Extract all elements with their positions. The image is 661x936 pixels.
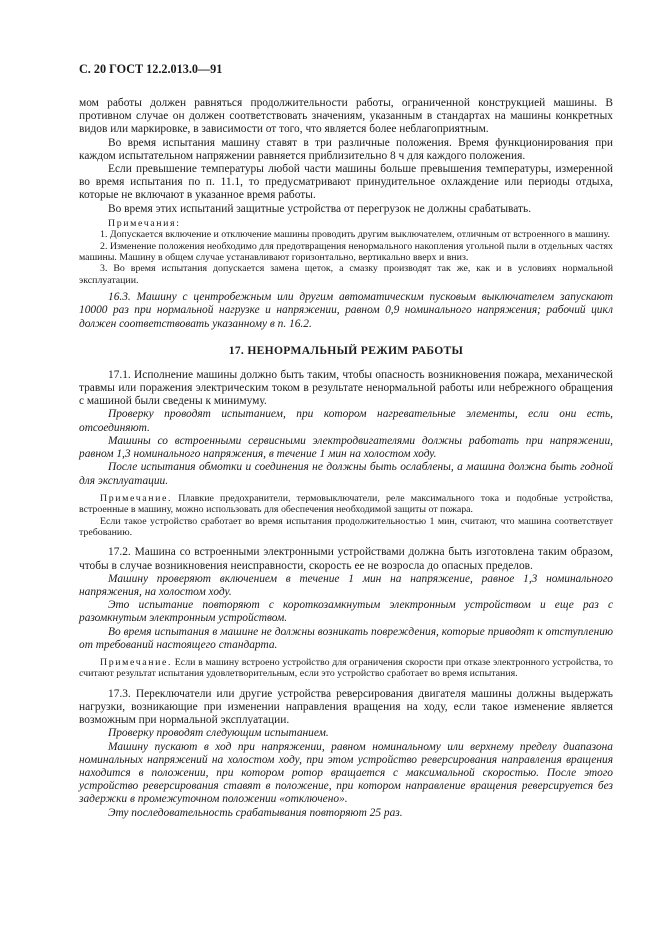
note-text: Если в машину встроено устройство для ограничения скорости при отказе электронного устройства, то считают результат испытания удовлетворительным, если это устройство сработает во время испытания. — [79, 656, 613, 680]
clause-17-2: 17.2. Машина со встроенными электронными устройствами должна быть изготовлена таким образом, чтобы в случае возникновения неисправности, скорость ее не возросла до опасных пределов. — [79, 546, 613, 572]
note-block — [79, 493, 613, 516]
note-item: 2. Изменение положения необходимо для предотвращения ненормального накопления угольной пыли в отдельных частях машины. Машину в общем случае устанавливают горизонтально, вертикально вверх и вниз. — [79, 240, 613, 264]
clause-16-3: 16.3. Машину с центробежным или другим автоматическим пусковым выключателем запускают 10000 раз при нормальной нагрузке и напряжении, равном 0,9 номинального напряжения; рабочий цикл должен соответствовать указанному в п. 16.2. — [79, 291, 613, 330]
note-block — [79, 657, 613, 680]
note-label: Примечание. — [100, 492, 173, 504]
paragraph: Во время испытания машину ставят в три различные положения. Время функционирования при каждом испытательном напряжении равняется приблизительно 8 ч для каждого положения. — [79, 136, 613, 162]
page-header: С. 20 ГОСТ 12.2.013.0—91 — [79, 62, 223, 76]
notes-heading: Примечания: — [108, 217, 181, 229]
clause-17-1: 17.1. Исполнение машины должно быть таким, чтобы опасность возникновения пожара, механической травмы или поражения электрическим током в результате ненормальной работы или небрежного обращения с машиной были сведены к минимуму. — [79, 368, 613, 408]
clause-17-3: 17.3. Переключатели или другие устройства реверсирования двигателя машины должны выдержать нагрузки, возникающие при изменении направления вращения на ходу, если такое изменение является возможным при нормальной эксплуатации. — [79, 687, 613, 727]
note-label: Примечание. — [100, 656, 173, 668]
paragraph: Машины со встроенными сервисными электродвигателями должны работать при напряжении, равном 1,3 номинального напряжения, в течение 1 мин на холостом ходу. — [79, 434, 613, 461]
paragraph: Машину проверяют включением в течение 1 мин на напряжение, равное 1,3 номинального напряжения, на холостом ходу. — [79, 572, 613, 598]
note-text: Плавкие предохранители, термовыключатели, реле максимального тока и подобные устройства, встроенные в машину, можно использовать для обеспечения необходимой защиты от пожара. — [79, 492, 613, 516]
paragraph: Во время этих испытаний защитные устройства от перегрузок не должны срабатывать. — [108, 202, 532, 215]
paragraph: Машину пускают в ход при напряжении, равном номинальному или верхнему пределу диапазона номинальных напряжений на холостом ходу, при этом устройство реверсирования направления вращения находится в положении, при котором ротор вращается с максимальной скоростью. После этого устройство реверсирования ставят в положение, при котором направление вращения реверсируется без задержки в промежуточном положении «отключено». — [79, 740, 613, 806]
paragraph: Во время испытания в машине не должны возникать повреждения, которые приводят к отступлению от требований настоящего стандарта. — [79, 625, 613, 651]
note-item: 3. Во время испытания допускается замена щеток, а смазку производят так же, как и в условиях нормальной эксплуатации. — [79, 263, 613, 286]
paragraph: После испытания обмотки и соединения не должны быть ослаблены, а машина должна быть годной для эксплуатации. — [79, 461, 613, 487]
paragraph: Это испытание повторяют с короткозамкнутым электронным устройством и еще раз с разомкнутым электронным устройством. — [79, 599, 613, 625]
paragraph: мом работы должен равняться продолжительности работы, ограниченной конструкцией машины. В противном случае он должен соответствовать значениям, указанным в стандартах на машины конкретных видов или маркировке, в зависимости от того, что является более неблагоприятным. — [79, 97, 613, 136]
paragraph: Проверку проводят следующим испытанием. — [108, 727, 329, 740]
paragraph: Если превышение температуры любой части машины больше превышения температуры, измеренной во время испытания по п. 11.1, то предусматривают принудительное охлаждение или периоды отдыха, которые не включают в указанное время работы. — [79, 163, 613, 202]
note-item: 1. Допускается включение и отключение машины проводить другим выключателем, отличным от встроенного в машину. — [100, 229, 610, 241]
section-title: 17. НЕНОРМАЛЬНЫЙ РЕЖИМ РАБОТЫ — [228, 343, 464, 357]
paragraph: Эту последовательность срабатывания повторяют 25 раз. — [108, 806, 403, 819]
note-item: Если такое устройство сработает во время испытания продолжительностью 1 мин, считают, что машина соответствует требованию. — [79, 515, 613, 538]
paragraph: Проверку проводят испытанием, при котором нагревательные элементы, если они есть, отсоединяют. — [79, 408, 613, 434]
